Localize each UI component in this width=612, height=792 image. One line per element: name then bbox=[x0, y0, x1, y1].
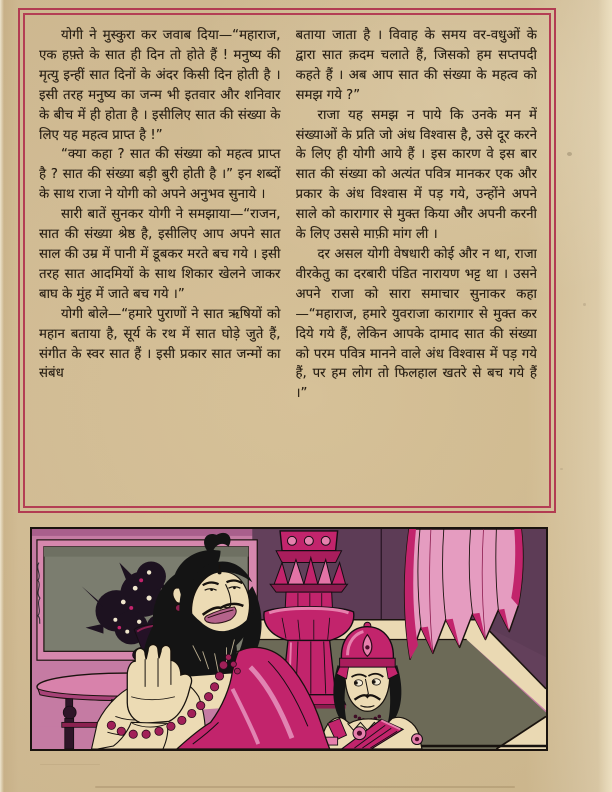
story-text-frame-inner bbox=[23, 13, 551, 508]
paragraph: बताया जाता है । विवाह के समय वर-वधुओं के द्वारा सात क़दम चलाते हैं, जिसको हम सप्तपदी कहते हैं । अब आप सात की संख्या के महत्व को समझ गये ?” bbox=[295, 28, 537, 103]
paragraph: “क्या कहा ? सात की संख्या को महत्व प्राप्त है ? सात की संख्या बड़ी बुरी होती है ।” इन शब्दों के साथ राजा ने योगी को अपने अनुभव सुनाये । bbox=[39, 147, 281, 203]
story-text-frame bbox=[18, 8, 556, 513]
paper-left-edge bbox=[0, 0, 4, 792]
king-arm-rosette bbox=[412, 734, 423, 745]
paragraph: योगी ने मुस्कुरा कर जवाब दिया—“महाराज, एक हफ़्ते के सात ही दिन तो होते हैं ! मनुष्य की मृत्यु इन्हीं सात दिनों के अंदर किसी दिन होती है । इसी तरह मनुष्य का जन्म भी इतवार और शनिवार के बीच में ही होता है । इसीलिए सात की संख्या के लिए यह महत्व प्राप्त है !” bbox=[39, 28, 281, 143]
king-chest-rosette bbox=[353, 727, 366, 740]
illustration-scene bbox=[32, 529, 546, 749]
paragraph: योगी बोले—“हमारे पुराणों ने सात ऋषियों को महान बताया है, सूर्य के रथ में सात घोड़े जुते हैं, संगीत के स्वर सात हैं । इसी प्रकार सात जन्मों का संबंध bbox=[39, 306, 281, 382]
paper-speck bbox=[567, 152, 572, 156]
paper-right-edge bbox=[598, 0, 612, 792]
paragraph: दर असल योगी वेषधारी कोई और न था, राजा वीरकेतु का दरबारी पंडित नारायण भट्ट था । उसने अपने राजा को सारा समाचार सुनाकर कहा—“महाराज, हमारे युवराजा कारागार से मुक्त कर दिये गये हैं, लेकिन आपके दामाद सात की संख्या को परम पवित्र मानने वाले अंध विश्वास में पड़ गये हैं, पर हम लोग तो फिलहाल खतरे से बच गये हैं ।” bbox=[295, 246, 537, 402]
story-illustration bbox=[30, 527, 548, 751]
paper-speck bbox=[583, 303, 586, 306]
paper-scuff bbox=[40, 764, 100, 765]
right-column bbox=[296, 26, 538, 498]
yogi-tilak bbox=[218, 570, 222, 574]
left-column bbox=[39, 26, 281, 498]
two-column-text bbox=[39, 26, 537, 498]
paper-speck bbox=[560, 468, 563, 470]
paragraph: राजा यह समझ न पाये कि उनके मन में संख्याओं के प्रति जो अंध विश्वास है, उसे दूर करने के लिए ही योगी आये हैं । इस कारण वे इस बार सात की संख्या को अत्यंत पवित्र मानकर एक और प्रकार के अंध विश्वास में पड़ गये, उन्होंने अपने साले को कारागार से मुक्त किया और अपनी करनी के लिए उससे माफ़ी मांग ली । bbox=[295, 107, 537, 243]
paper-scuff bbox=[95, 786, 515, 788]
paragraph: सारी बातें सुनकर योगी ने समझाया—“राजन, सात की संख्या श्रेष्ठ है, इसीलिए आप अपने सात साल की उम्र में पानी में डूबकर मरते बच गये । इसी तरह सात आदमियों के साथ शिकार खेलने जाकर बाघ के मुंह में जाते बच गये ।” bbox=[39, 207, 281, 302]
